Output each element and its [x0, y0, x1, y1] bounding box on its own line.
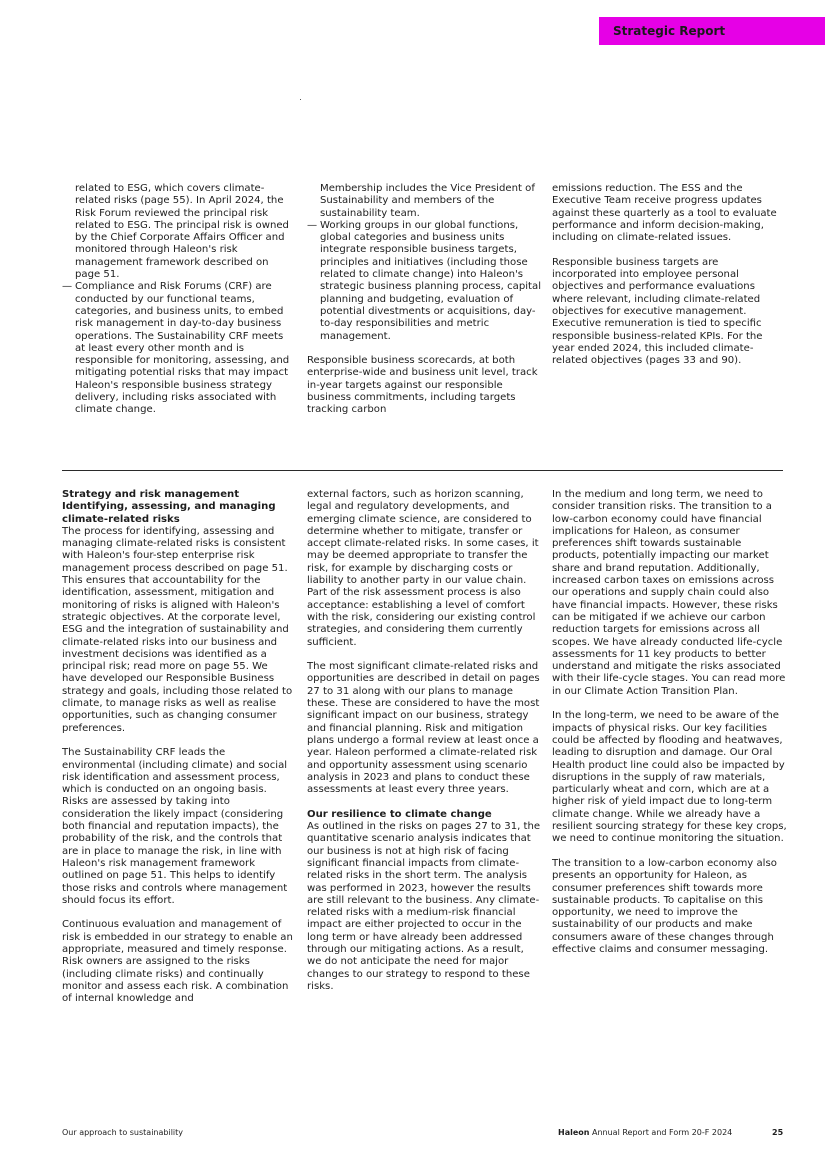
bottom-column-2 [307, 489, 541, 993]
bottom-column-1 [62, 489, 295, 1005]
top-col2-paragraph: Responsible business scorecards, at both enterprise-wide and business unit level, track in-year targets against our responsible business commitments, including targets tracking carbon [307, 355, 538, 416]
top-col1-bullet: — Compliance and Risk Forums (CRF) are conducted by our functional teams, categories, and business units, to embed risk management in day-to-day business operations. The Sustainability CRF meets at least every other month and is responsible for monitoring, assessing, and mitigating potential risks that may impact Haleon's responsible business strategy delivery, including risks associated with climate change. [62, 281, 290, 416]
top-col1-list [62, 281, 290, 416]
top-col3-paragraph-1: emissions reduction. The ESS and the Executive Team receive progress updates against these quarterly as a tool to evaluate performance and inform decision-making, including on climate-related issues. [552, 183, 777, 244]
top-col2-bullet: — Working groups in our global functions, global categories and business units integrate responsible business targets, principles and initiatives (including those related to climate change) into Haleon's strategic business planning process, capital planning and budgeting, evaluation of potential divestments or acquisitions, day-to-day responsibilities and metric management. [307, 220, 541, 343]
bottom-col1-paragraph-3: Continuous evaluation and management of risk is embedded in our strategy to enable an appropriate, measured and timely response. Risk owners are assigned to the risks (including climate risks) and continually monitor and assess each risk. A combination of internal knowledge and [62, 919, 293, 1005]
section-divider [62, 470, 783, 471]
bottom-col2-paragraph-2: The most significant climate-related risks and opportunities are described in detail on pages 27 to 31 along with our plans to manage these. These are considered to have the most significant impact on our business, strategy and financial planning. Risk and mitigation plans undergo a formal review at least once a year. Haleon performed a climate-related risk and opportunity assessment using scenario analysis in 2023 and plans to conduct these assessments at least every three years. [307, 661, 540, 796]
footer-section: Our approach to sustainability [62, 1128, 184, 1137]
strategy-heading: Strategy and risk management [62, 489, 240, 500]
footer-report [558, 1128, 732, 1138]
section-tab: Strategic Report [599, 17, 825, 45]
bottom-col3-paragraph-1: In the medium and long term, we need to consider transition risks. The transition to a low-carbon economy could have financial implications for Haleon, as consumer preferences shift towards sustainable products, potentially impacting our market share and brand reputation. Additionally, increased carbon taxes on emissions across our operations and supply chain could also have financial impacts. However, these risks can be mitigated if we achieve our carbon reduction targets for emissions across all scopes. We have already conducted life-cycle assessments for 11 key products to better understand and mitigate the risks associated with their life-cycle stages. You can read more in our Climate Action Transition Plan. [552, 489, 786, 697]
top-column-1 [62, 183, 290, 417]
top-column-2 [307, 183, 541, 417]
top-column-3 [552, 183, 784, 367]
resilience-heading: Our resilience to climate change [307, 808, 492, 820]
top-col3-paragraph-2: Responsible business targets are incorporated into employee personal objectives and performance evaluations where relevant, including climate-related objectives for executive management. Executive remuneration is tied to specific responsible business-related KPIs. For the year ended 2024, this included climate-related objectives (pages 33 and 90). [552, 256, 763, 367]
bottom-col3-paragraph-2: In the long-term, we need to be aware of the impacts of physical risks. Our key facilities could be affected by flooding and heatwaves, leading to disruption and damage. Our Oral Health product line could also be impacted by disruptions in the supply of raw materials, particularly wheat and corn, which are at a higher risk of yield impact due to long-term climate change. While we already have a resilient sourcing strategy for these key crops, we need to continue monitoring the situation. [552, 710, 787, 845]
top-col1-intro: related to ESG, which covers climate-related risks (page 55). In April 2024, the Risk Forum reviewed the principal risk related to ESG. The principal risk is owned by the Chief Corporate Affairs Officer and monitored through Haleon's risk management framework described on page 51. [75, 183, 289, 281]
bottom-col1-paragraph-1: The process for identifying, assessing and managing climate-related risks is consistent with Haleon's four-step enterprise risk management process described on page 51. This ensures that accountability for the identification, assessment, mitigation and monitoring of risks is aligned with Haleon's strategic objectives. At the corporate level, ESG and the integration of sustainability and climate-related risks into our business and investment decisions was identified as a principal risk; read more on page 55. We have developed our Responsible Business strategy and goals, including those related to climate, to manage risks as well as realise opportunities, such as changing consumer preferences. [62, 525, 293, 734]
risk-subheading: Identifying, assessing, and managing climate-related risks [62, 501, 276, 525]
page-number: 25 [772, 1128, 784, 1137]
bottom-col3-paragraph-3: The transition to a low-carbon economy also presents an opportunity for Haleon, as consumer preferences shift towards more sustainable products. To capitalise on this opportunity, we need to improve the sustainability of our products and make consumers aware of these changes through effective claims and consumer messaging. [552, 857, 777, 955]
bottom-column-3 [552, 489, 787, 956]
footer-report-title: Annual Report and Form 20-F 2024 [592, 1128, 733, 1137]
bottom-col2-paragraph-1: external factors, such as horizon scanning, legal and regulatory developments, and emerging climate science, are considered to determine whether to mitigate, transfer or accept climate-related risks. In some cases, it may be deemed appropriate to transfer the risk, for example by discharging costs or liability to another party in our value chain. Part of the risk assessment process is also acceptance: establishing a level of comfort with the risk, considering our existing control strategies, and considering them currently sufficient. [307, 489, 539, 648]
stray-mark [300, 99, 301, 100]
bottom-col2-paragraph-3: As outlined in the risks on pages 27 to 31, the quantitative scenario analysis indicates that our business is not at high risk of facing significant financial impacts from climate-related risks in the short term. The analysis was performed in 2023, however the results are still relevant to the business. Any climate-related risks with a medium-risk financial impact are either projected to occur in the long term or have already been addressed through our mitigating actions. As a result, we do not anticipate the need for major changes to our strategy to respond to these risks. [307, 821, 541, 992]
top-col2-intro: Membership includes the Vice President of Sustainability and members of the sustainability team. [320, 183, 535, 219]
footer-brand: Haleon [558, 1128, 590, 1137]
top-col2-list [307, 220, 541, 343]
bottom-col1-paragraph-2: The Sustainability CRF leads the environmental (including climate) and social risk identification and assessment process, which is conducted on an ongoing basis. Risks are assessed by taking into consideration the likely impact (considering both financial and reputation impacts), the probability of the risk, and the controls that are in place to manage the risk, in line with Haleon's risk management framework outlined on page 51. This helps to identify those risks and controls where management should focus its effort. [62, 747, 288, 906]
